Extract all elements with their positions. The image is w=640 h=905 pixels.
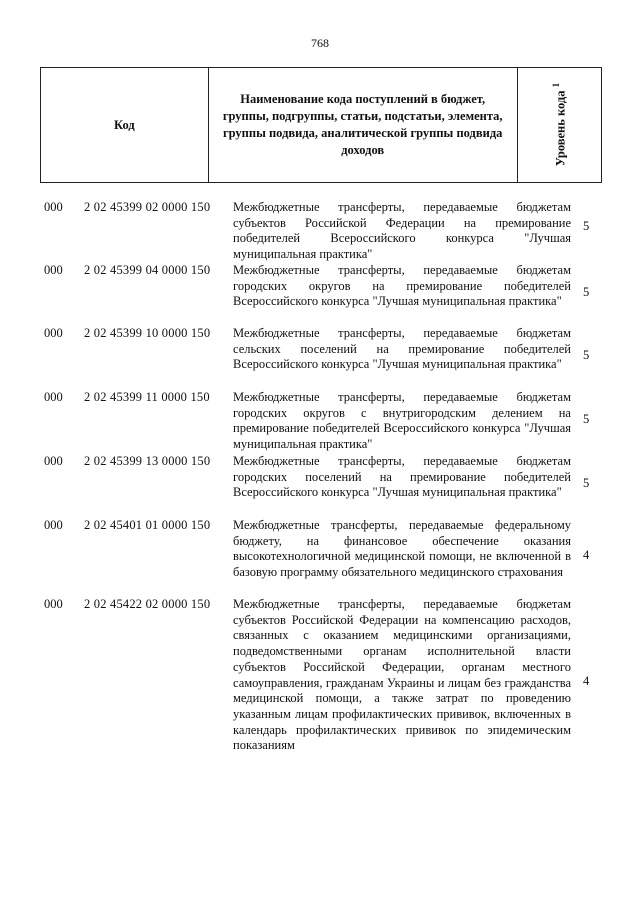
- row-description: Межбюджетные трансферты, передаваемые бюджетам субъектов Российской Федерации на премирование победителей Всероссийского конкурса "Лучшая муниципальная практика": [233, 200, 571, 262]
- row-prefix: 000: [44, 518, 63, 532]
- header-code: Код: [41, 68, 209, 182]
- row-prefix: 000: [44, 326, 63, 340]
- row-level: 4: [583, 674, 590, 688]
- row-level: 5: [583, 412, 590, 426]
- row-prefix: 000: [44, 454, 63, 468]
- row-code: 2 02 45399 13 0000 150: [84, 454, 211, 468]
- row-code: 2 02 45399 11 0000 150: [84, 390, 210, 404]
- row-description: Межбюджетные трансферты, передаваемые бюджетам городских округов на премирование победителей Всероссийского конкурса "Лучшая муниципальная практика": [233, 263, 571, 309]
- header-level-footnote: 1: [550, 83, 561, 88]
- row-code: 2 02 45422 02 0000 150: [84, 597, 211, 611]
- page-number: 768: [311, 36, 329, 50]
- row-description: Межбюджетные трансферты, передаваемые бюджетам сельских поселений на премирование победителей Всероссийского конкурса "Лучшая муниципальная практика": [233, 326, 571, 372]
- row-level: 5: [583, 476, 590, 490]
- row-level: 5: [583, 285, 590, 299]
- row-code: 2 02 45399 04 0000 150: [84, 263, 211, 277]
- row-code: 2 02 45399 02 0000 150: [84, 200, 211, 214]
- row-prefix: 000: [44, 263, 63, 277]
- row-level: 5: [583, 219, 590, 233]
- row-description: Межбюджетные трансферты, передаваемые бюджетам городских поселений на премирование победителей Всероссийского конкурса "Лучшая муниципальная практика": [233, 454, 571, 500]
- row-prefix: 000: [44, 390, 63, 404]
- row-description: Межбюджетные трансферты, передаваемые федеральному бюджету, на финансовое обеспечение оказания высокотехнологичной медицинской помощи, не включенной в базовую программу обязательного медицинского страхования: [233, 518, 571, 580]
- row-level: 4: [583, 548, 590, 562]
- row-description: Межбюджетные трансферты, передаваемые бюджетам городских округов с внутригородским делением на премирование победителей Всероссийского конкурса "Лучшая муниципальная практика": [233, 390, 571, 452]
- row-prefix: 000: [44, 200, 63, 214]
- row-level: 5: [583, 348, 590, 362]
- table-header: [40, 67, 602, 183]
- header-level: [551, 83, 568, 166]
- row-prefix: 000: [44, 597, 63, 611]
- row-code: 2 02 45399 10 0000 150: [84, 326, 211, 340]
- header-name: Наименование кода поступлений в бюджет, группы, подгруппы, статьи, подстатьи, элемента, группы подвида, аналитической группы подвида доходов: [209, 68, 518, 182]
- header-level-cell: [518, 68, 601, 182]
- row-code: 2 02 45401 01 0000 150: [84, 518, 211, 532]
- row-description: Межбюджетные трансферты, передаваемые бюджетам субъектов Российской Федерации на компенсацию расходов, связанных с оказанием медицинскими организациями, подведомственными органам исполнительной власти субъектов Российской Федерации, органам местного самоуправления, гражданам Украины и лицам без гражданства медицинской помощи, а также затрат по проведению указанным лицам профилактических прививок, включенных в календарь профилактических прививок по эпидемическим показаниям: [233, 597, 571, 753]
- header-level-label: Уровень кода: [552, 90, 567, 167]
